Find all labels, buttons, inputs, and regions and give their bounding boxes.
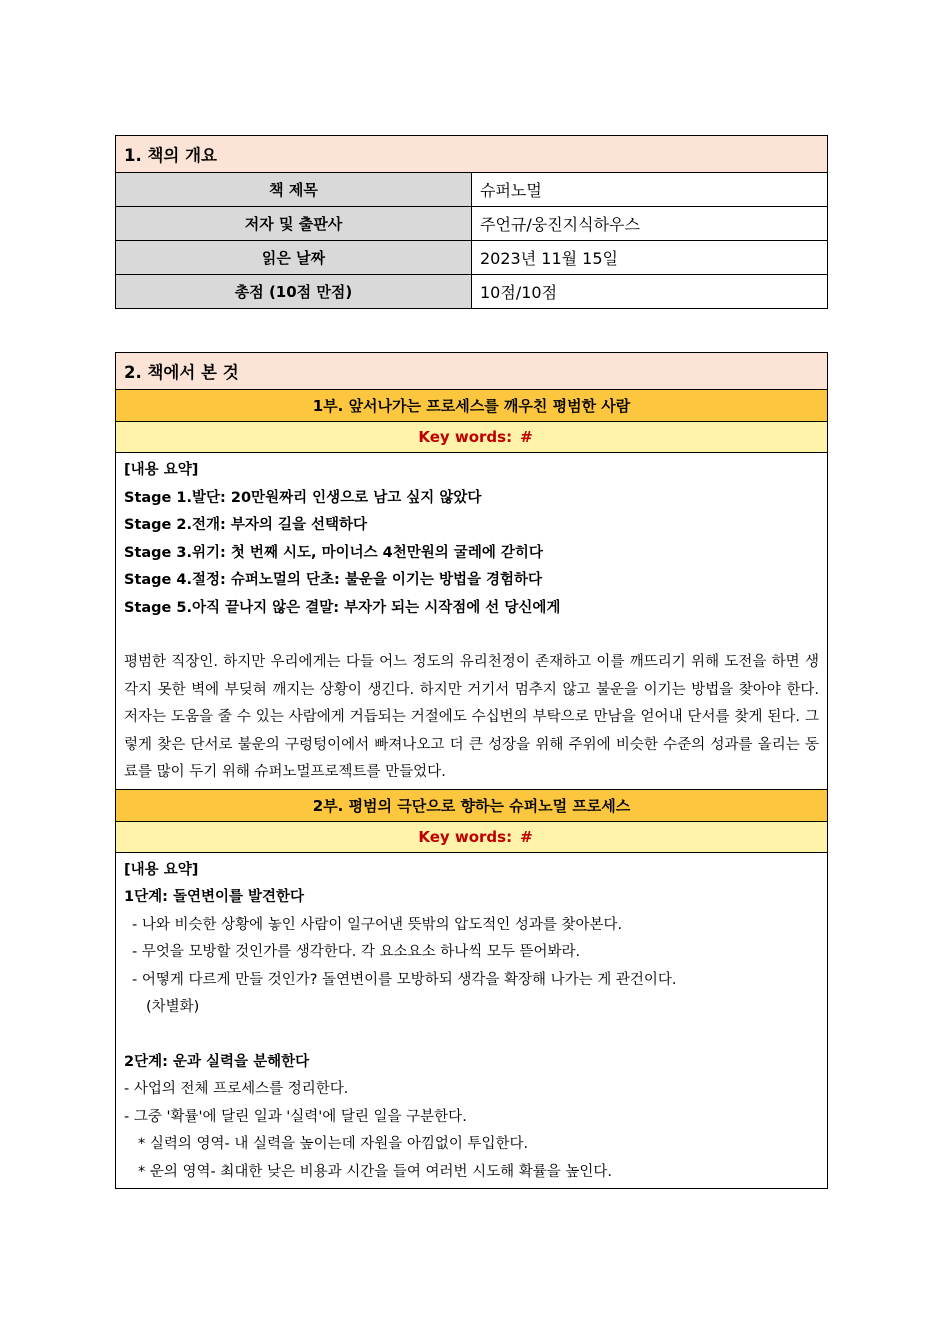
title-label: 책 제목	[116, 173, 472, 207]
keywords-value: #	[520, 428, 533, 446]
author-label: 저자 및 출판사	[116, 207, 472, 241]
read-date-value: 2023년 11월 15일	[472, 241, 828, 275]
keywords-label: Key words:	[418, 428, 513, 446]
part2-content	[116, 852, 828, 1189]
step1-title: 1단계: 돌연변이를 발견한다	[124, 889, 305, 905]
table-row	[116, 275, 828, 309]
list-item-note: (차별화)	[146, 999, 200, 1015]
overview-table	[115, 135, 828, 309]
list-item: - 무엇을 모방할 것인가를 생각한다. 각 요소요소 하나씩 모두 뜯어봐라.	[132, 944, 581, 960]
list-subitem: * 실력의 영역- 내 실력을 높이는데 자원을 아낌없이 투입한다.	[138, 1136, 529, 1152]
part1-keywords	[116, 422, 828, 453]
table-row	[116, 207, 828, 241]
summary-label: [내용 요약]	[124, 462, 199, 478]
score-value: 10점/10점	[472, 275, 828, 309]
seen-heading: 2. 책에서 본 것	[116, 353, 828, 390]
list-item: - 사업의 전체 프로세스를 정리한다.	[124, 1081, 349, 1097]
keywords-value: #	[520, 827, 533, 846]
part1-title: 1부. 앞서나가는 프로세스를 깨우친 평범한 사람	[116, 390, 828, 422]
stage-item: Stage 2.전개: 부자의 길을 선택하다	[124, 517, 368, 533]
part2-keywords	[116, 821, 828, 852]
list-item: - 어떻게 다르게 만들 것인가? 돌연변이를 모방하되 생각을 확장해 나가는 게 관건이다.	[132, 971, 677, 988]
read-date-label: 읽은 날짜	[116, 241, 472, 275]
overview-heading: 1. 책의 개요	[116, 136, 828, 173]
list-item: - 나와 비슷한 상황에 놓인 사람이 일구어낸 뜻밖의 압도적인 성과를 찾아본다.	[132, 916, 623, 933]
part1-paragraph: 평범한 직장인. 하지만 우리에게는 다들 어느 정도의 유리천정이 존재하고 이를 깨뜨리기 위해 도전을 하면 생각지 못한 벽에 부딪혀 깨지는 상황이 생긴다. 하지만 거기서 멈추지 않고 불운을 이기는 방법을 찾아야 한다. 저자는 도움을 줄 수 있는 사람에게 거듭되는 거절에도 수십번의 부탁으로 만남을 얻어내 단서를 찾게 된다. 그렇게 찾은 단서로 불운의 구렁텅이에서 빠져나오고 더 큰 성장을 위해 주위에 비슷한 수준의 성과를 올리는 동료를 많이 두기 위해 슈퍼노멀프로젝트를 만들었다.	[124, 654, 819, 780]
list-subitem: * 운의 영역- 최대한 낮은 비용과 시간을 들여 여러번 시도해 확률을 높인다.	[138, 1163, 612, 1180]
part1-content	[116, 453, 828, 790]
stage-item: Stage 5.아직 끝나지 않은 결말: 부자가 되는 시작점에 선 당신에게	[124, 599, 561, 616]
author-value: 주언규/웅진지식하우스	[472, 207, 828, 241]
list-item: - 그중 '확률'에 달린 일과 '실력'에 달린 일을 구분한다.	[124, 1108, 467, 1125]
title-value: 슈퍼노멀	[472, 173, 828, 207]
score-label: 총점 (10점 만점)	[116, 275, 472, 309]
table-row	[116, 173, 828, 207]
summary-label: [내용 요약]	[124, 861, 199, 878]
keywords-label: Key words:	[418, 827, 513, 846]
stage-item: Stage 4.절정: 슈퍼노멀의 단초: 불운을 이기는 방법을 경험하다	[124, 572, 543, 588]
stage-item: Stage 1.발단: 20만원짜리 인생으로 남고 싶지 않았다	[124, 489, 482, 506]
stage-item: Stage 3.위기: 첫 번째 시도, 마이너스 4천만원의 굴레에 갇히다	[124, 544, 543, 561]
step2-title: 2단계: 운과 실력을 분해한다	[124, 1053, 310, 1070]
seen-table	[115, 352, 828, 1189]
part2-title: 2부. 평범의 극단으로 향하는 슈퍼노멀 프로세스	[116, 789, 828, 821]
table-row	[116, 241, 828, 275]
